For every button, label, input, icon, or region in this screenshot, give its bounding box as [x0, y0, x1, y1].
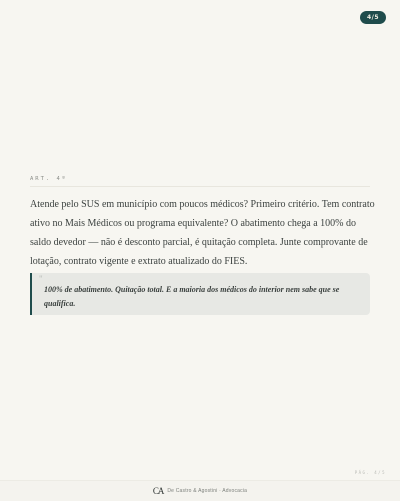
footer [0, 480, 400, 501]
firm-logo: CA [152, 486, 164, 496]
article-body: Atende pelo SUS em município com poucos médicos? Primeiro critério. Tem contrato ativo no Mais Médicos ou programa equivalente? O abatimento chega a 100% do saldo devedor — não é desconto parcial, é quitação completa. Junte comprovante de lotação, contrato vigente e extrato atualizado do FIES. [30, 199, 375, 267]
quote-mark-icon: " [39, 274, 43, 284]
firm-name: De Castro & Agostini · Advocacia [167, 488, 248, 494]
footer-page-number: PÁG. 4/5 [354, 470, 386, 475]
highlight-quote [30, 273, 370, 315]
quote-text: 100% de abatimento. Quitação total. E a maioria dos médicos do interior nem sabe que se qualifica. [44, 285, 340, 308]
article-label: ART. 4º [30, 176, 68, 182]
divider [30, 186, 370, 187]
page-indicator-badge: 4/5 [360, 11, 386, 24]
